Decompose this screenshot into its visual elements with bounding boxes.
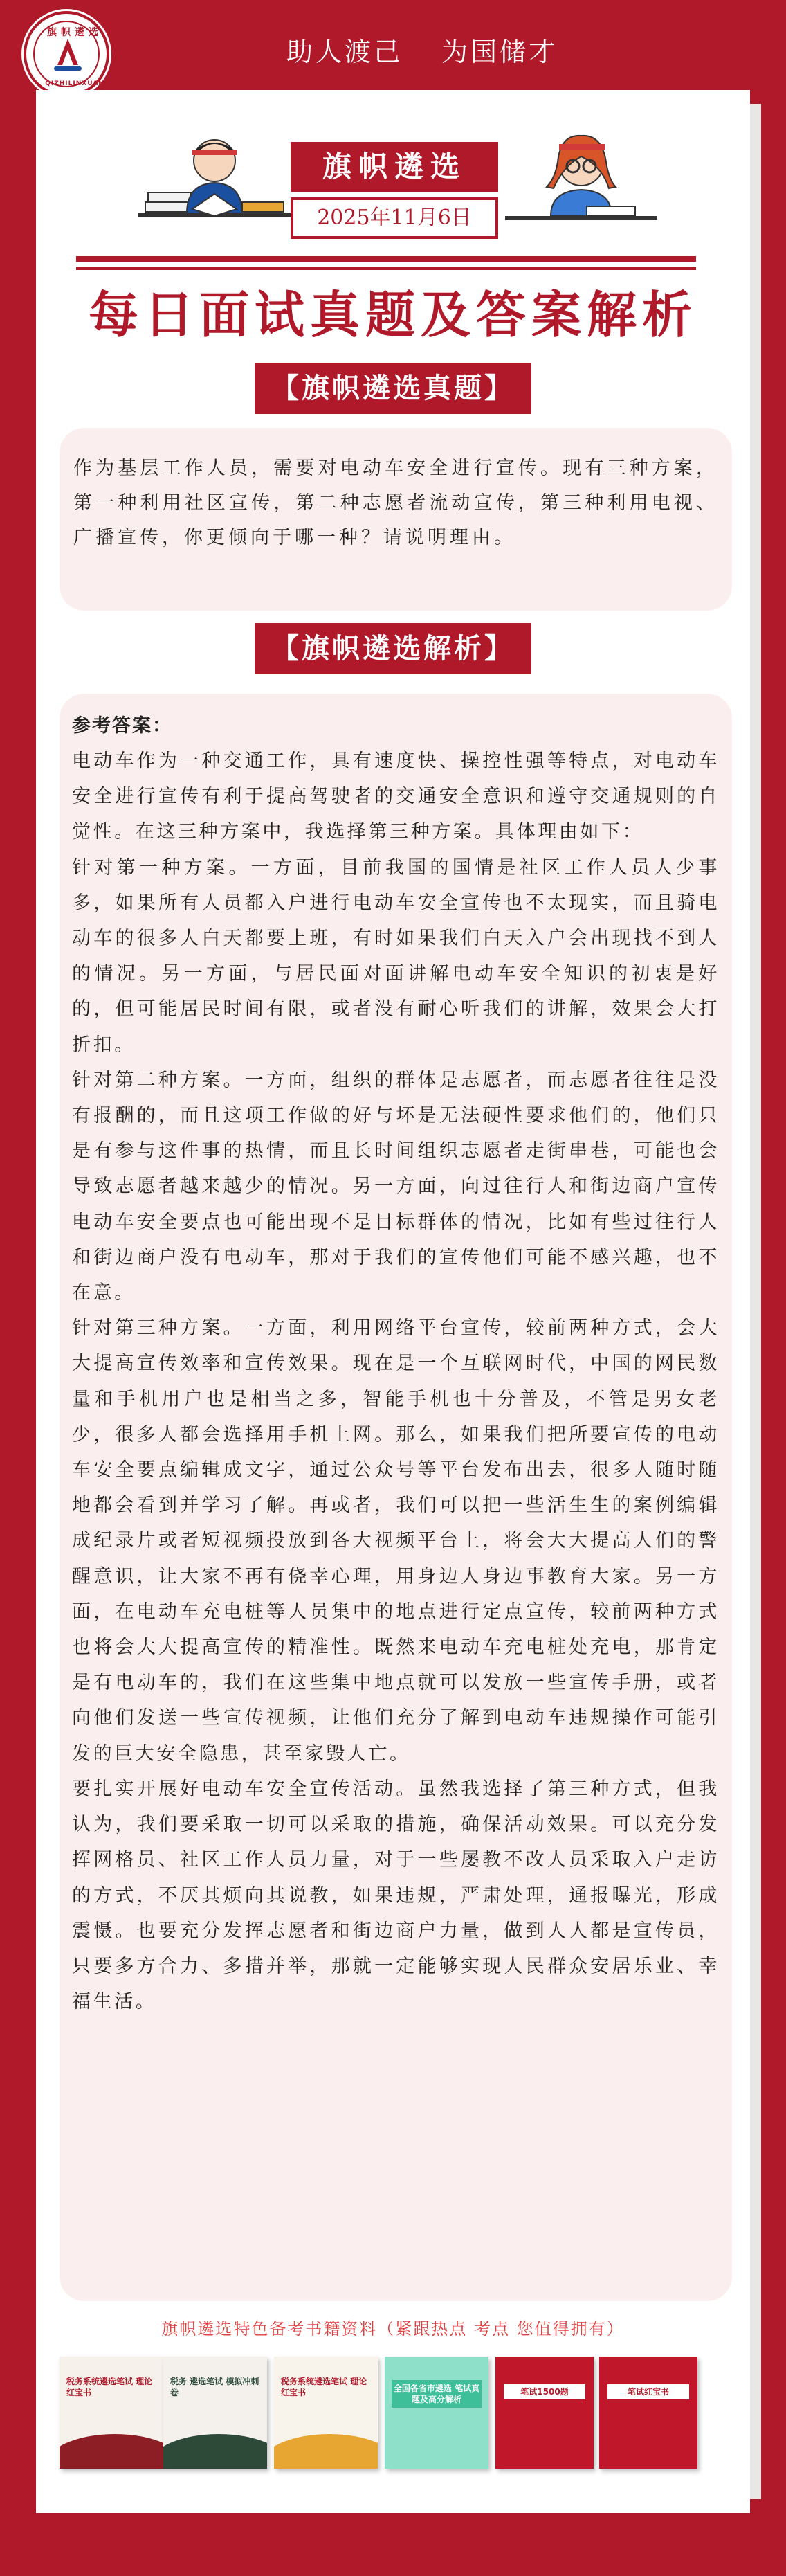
answer-label: 参考答案： xyxy=(72,715,172,737)
book-cover[interactable] xyxy=(495,2357,594,2469)
sail-inner-icon xyxy=(62,50,73,65)
answer-panel xyxy=(60,694,732,2301)
answer-paragraph: 针对第一种方案。一方面，目前我国的国情是社区工作人员人少事多，如果所有人员都入户进行电动车安全宣传也不太现实，而且骑电动车的很多人白天都要上班，有时如果我们白天入户会出现找不到人的情况。另一方面，与居民面对面讲解电动车安全知识的初衷是好的，但可能居民时间有限，或者没有耐心听我们的讲解，效果会大打折扣。 xyxy=(72,856,720,1056)
answer-paragraph: 针对第二种方案。一方面，组织的群体是志愿者，而志愿者往往是没有报酬的，而且这项工作做的好与坏是无法硬性要求他们的，他们只是有参与这件事的热情，而且长时间组织志愿者走街串巷，可能也会导致志愿者越来越少的情况。另一方面，向过往行人和街边商户宣传电动车安全要点也可能出现不是目标群体的情况，比如有些过往行人和街边商户没有电动车，那对于我们的宣传他们可能不感兴趣，也不在意。 xyxy=(72,1069,720,1304)
answer-paragraph: 针对第三种方案。一方面，利用网络平台宣传，较前两种方式，会大大提高宣传效率和宣传效果。现在是一个互联网时代，中国的网民数量和手机用户也是相当之多，智能手机也十分普及，不管是男女老少，很多人都会选择用手机上网。那么，如果我们把所要宣传的电动车安全要点编辑成文字，通过公众号等平台发布出去，很多人随时随地都会看到并学习了解。再或者，我们可以把一些活生生的案例编辑成纪录片或者短视频投放到各大视频平台上，将会大大提高人们的警醒意识，让大家不再有侥幸心理，用身边人身边事教育大家。另一方面，在电动车充电桩等人员集中的地点进行定点宣传，较前两种方式也将会大大提高宣传的精准性。既然来电动车充电桩处充电，那肯定是有电动车的，我们在这些集中地点就可以发放一些宣传手册，或者向他们发送一些宣传视频，让他们充分了解到电动车违规操作可能引发的巨大安全隐患，甚至家毁人亡。 xyxy=(72,1317,720,1765)
answer-paragraph: 电动车作为一种交通工作，具有速度快、操控性强等特点，对电动车安全进行宣传有利于提高驾驶者的交通安全意识和遵守交通规则的自觉性。在这三种方案中，我选择第三种方案。具体理由如下： xyxy=(72,750,720,843)
answer-section-tag: 【旗帜遴选解析】 xyxy=(255,623,531,674)
book-cover[interactable] xyxy=(599,2357,697,2469)
book-title: 笔试1500题 xyxy=(504,2384,585,2399)
cover-wave-decoration xyxy=(60,2434,163,2469)
book-cover[interactable] xyxy=(274,2357,378,2469)
slogan: 助人渡己 为国储才 xyxy=(286,37,558,67)
promo-text: 旗帜遴选特色备考书籍资料（紧跟热点 考点 您值得拥有） xyxy=(161,2319,625,2339)
boat-base-icon xyxy=(54,66,82,71)
logo-bottom-text: QIZHILINXUAN xyxy=(45,80,104,87)
book-cover[interactable] xyxy=(385,2357,488,2469)
book-cover[interactable] xyxy=(60,2357,163,2469)
question-panel xyxy=(60,428,732,611)
book-shelf xyxy=(60,2357,732,2474)
student-writing-illustration xyxy=(505,125,657,242)
book-title: 笔试红宝书 xyxy=(607,2384,689,2399)
cover-wave-decoration xyxy=(274,2434,378,2469)
book-title: 税务 遴选笔试 模拟冲刺卷 xyxy=(170,2377,259,2397)
book-cover[interactable] xyxy=(163,2357,267,2469)
top-bar xyxy=(0,0,786,97)
brand-banner: 旗帜遴选 xyxy=(291,142,498,192)
logo-ring xyxy=(33,21,104,87)
logo-top-text: 旗帜遴选 xyxy=(47,27,102,38)
issue-date: 2025年11月6日 xyxy=(291,197,498,239)
brand-logo xyxy=(24,11,109,97)
masthead xyxy=(291,142,498,246)
divider-thick xyxy=(76,256,696,262)
book-title: 税务系统遴选笔试 理论红宝书 xyxy=(281,2377,367,2397)
question-section-tag: 【旗帜遴选真题】 xyxy=(255,363,531,414)
book-title: 税务系统遴选笔试 理论红宝书 xyxy=(66,2377,153,2397)
question-text: 作为基层工作人员，需要对电动车安全进行宣传。现有三种方案，第一种利用社区宣传，第二种志愿者流动宣传，第三种利用电视、广播宣传，你更倾向于哪一种？请说明理由。 xyxy=(73,458,718,548)
student-reading-illustration xyxy=(138,125,291,242)
book-title: 全国各省市遴选 笔试真题及高分解析 xyxy=(392,2380,482,2408)
answer-paragraph: 要扎实开展好电动车安全宣传活动。虽然我选择了第三种方式，但我认为，我们要采取一切可以采取的措施，确保活动效果。可以充分发挥网格员、社区工作人员力量，对于一些屡教不改人员采取入户走访的方式，不厌其烦向其说教，如果违规，严肃处理，通报曝光，形成震慑。也要充分发挥志愿者和街边商户力量，做到人人都是宣传员，只要多方合力、多措并举，那就一定能够实现人民群众安居乐业、幸福生活。 xyxy=(72,1778,720,2013)
page-title: 每日面试真题及答案解析 xyxy=(88,286,697,344)
divider-thin xyxy=(76,267,696,270)
cover-wave-decoration xyxy=(163,2434,267,2469)
